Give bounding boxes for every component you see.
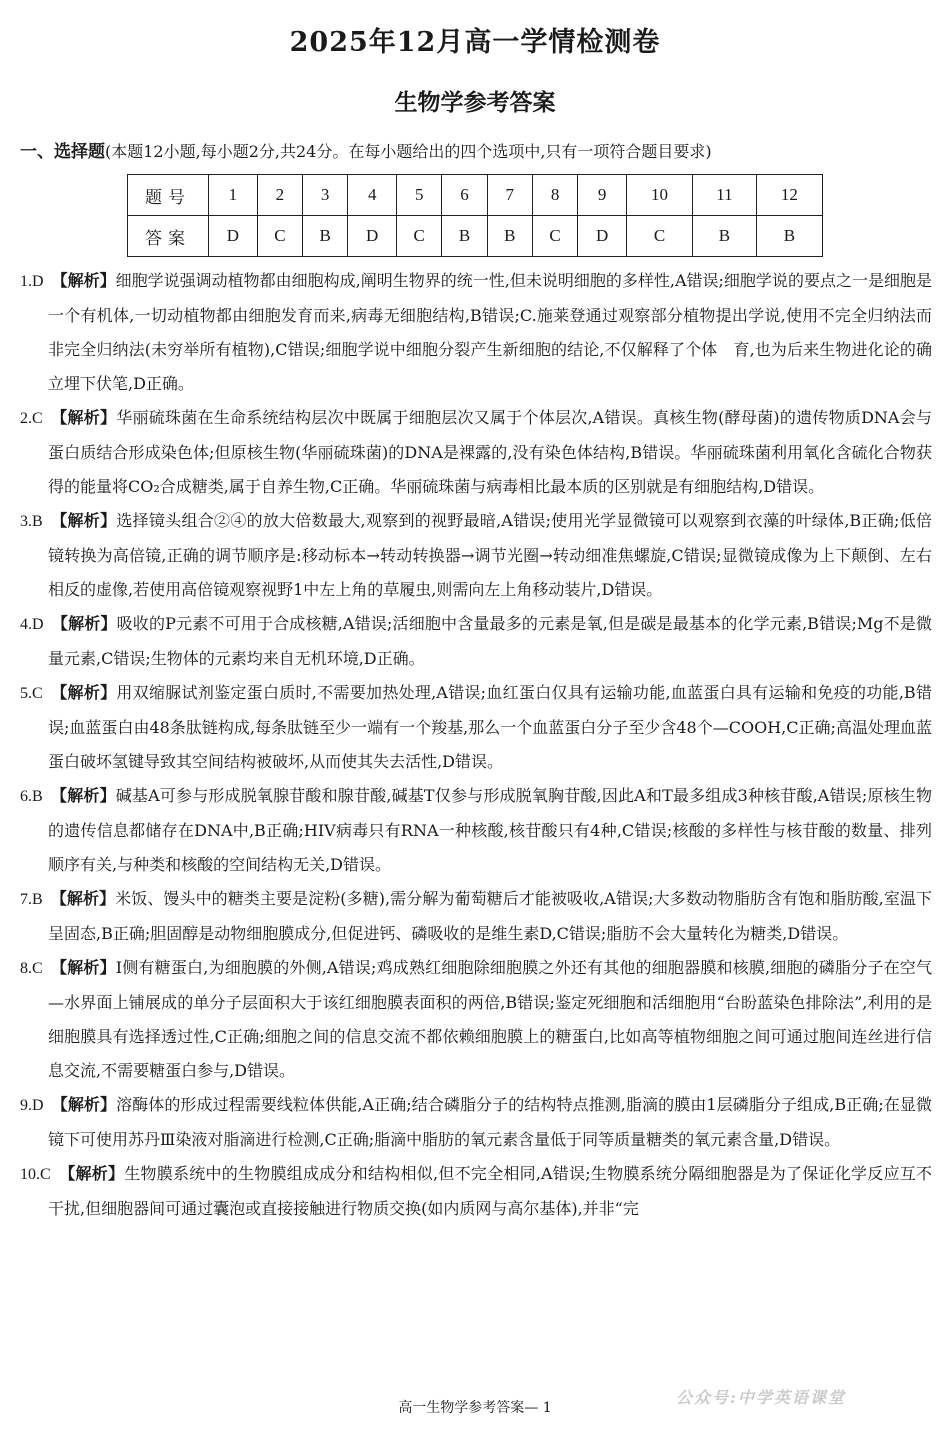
item-text: 溶酶体的形成过程需要线粒体供能,A正确;结合磷脂分子的结构特点推测,脂滴的膜由1层磷脂分子组成,B正确;在显微镜下可使用苏丹Ⅲ染液对脂滴进行检测,C正确;脂滴中脂肪的氧元素含量低于同等质量糖类的氧元素含量,D错误。 (48, 1095, 932, 1149)
item-text: 华丽硫珠菌在生命系统结构层次中既属于细胞层次又属于个体层次,A错误。真核生物(酵母菌)的遗传物质DNA会与蛋白质结合形成染色体;但原核生物(华丽硫珠菌)的DNA是裸露的,没有染色体结构,B错误。华丽硫珠菌利用氧化含硫化合物获得的能量将CO₂合成糖类,属于自养生物,C正确。华丽硫珠菌与病毒相比最本质的区别就是有细胞结构,D错误。 (48, 408, 932, 496)
item-number: 1.D (20, 273, 44, 290)
answer-cell: C (626, 216, 692, 257)
explanation-item (20, 1088, 932, 1157)
explanation-item (20, 882, 932, 951)
explanation-item (20, 676, 932, 779)
answer-cell: D (209, 216, 258, 257)
question-number: 6 (442, 175, 487, 216)
answer-cell: B (487, 216, 532, 257)
item-text: 碱基A可参与形成脱氧腺苷酸和腺苷酸,碱基T仅参与形成脱氧胸苷酸,因此A和T最多组成3种核苷酸,A错误;原核生物的遗传信息都储存在DNA中,B正确;HIV病毒只有RNA一种核酸,核苷酸只有4种,C错误;核酸的多样性与核苷酸的数量、排列顺序有关,与种类和核酸的空间结构无关,D错误。 (48, 786, 932, 874)
explanation-item (20, 401, 932, 504)
answer-cell: C (532, 216, 577, 257)
section-heading (20, 137, 935, 162)
answer-cell: B (693, 216, 757, 257)
page-footer: 高一生物学参考答案— 1 (398, 1400, 552, 1416)
question-number: 12 (756, 175, 822, 216)
item-number: 9.D (20, 1097, 44, 1114)
page-subtitle: 生物学参考答案 (394, 89, 556, 116)
item-number: 7.B (20, 891, 43, 908)
question-number: 9 (578, 175, 627, 216)
item-number: 8.C (20, 960, 43, 977)
item-text: 细胞学说强调动植物都由细胞构成,阐明生物界的统一性,但未说明细胞的多样性,A错误;细胞学说的要点之一是细胞是一个有机体,一切动植物都由细胞发育而来,病毒无细胞结构,B错误;C.施莱登通过观察部分植物提出学说,使用不完全归纳法而非完全归纳法(未穷举所有植物),C错误;细胞学说中细胞分裂产生新细胞的结论,不仅解释了个体 育,也为后来生物进化论的确立埋下伏笔,D正确。 (48, 271, 932, 393)
question-number: 1 (209, 175, 258, 216)
row-label-number: 题号 (128, 175, 209, 216)
page-title: 2025年12月高一学情检测卷 (289, 27, 661, 58)
answer-cell: B (442, 216, 487, 257)
item-number: 4.D (20, 616, 44, 633)
question-number: 10 (626, 175, 692, 216)
section-title: 一、选择题 (20, 142, 105, 162)
item-text: 米饭、馒头中的糖类主要是淀粉(多糖),需分解为葡萄糖后才能被吸收,A错误;大多数动物脂肪含有饱和脂肪酸,室温下呈固态,B正确;胆固醇是动物细胞膜成分,但促进钙、磷吸收的是维生素D,C错误;脂肪不会大量转化为糖类,D错误。 (48, 889, 932, 943)
answer-cell: B (303, 216, 348, 257)
analysis-tag: 【解析】 (59, 958, 116, 977)
answer-cell: D (578, 216, 627, 257)
item-number: 3.B (20, 513, 43, 530)
analysis-tag: 【解析】 (59, 511, 117, 530)
question-number: 5 (397, 175, 442, 216)
explanations (20, 264, 932, 1226)
row-label-answer: 答案 (128, 216, 209, 257)
analysis-tag: 【解析】 (59, 683, 117, 702)
explanation-item (20, 607, 932, 676)
explanation-item (20, 504, 932, 607)
analysis-tag: 【解析】 (59, 1095, 117, 1114)
analysis-tag: 【解析】 (67, 1164, 125, 1183)
question-number: 11 (693, 175, 757, 216)
explanation-item (20, 951, 932, 1088)
question-number: 7 (487, 175, 532, 216)
answer-cell: D (348, 216, 397, 257)
answer-table (127, 174, 823, 257)
item-text: 吸收的P元素不可用于合成核糖,A错误;活细胞中含量最多的元素是氧,但是碳是最基本的化学元素,B错误;Mg不是微量元素,C错误;生物体的元素均来自无机环境,D正确。 (48, 614, 932, 668)
analysis-tag: 【解析】 (59, 786, 116, 805)
item-number: 2.C (20, 410, 43, 427)
explanation-item (20, 779, 932, 882)
question-number: 3 (303, 175, 348, 216)
item-text: 生物膜系统中的生物膜组成成分和结构相似,但不完全相同,A错误;生物膜系统分隔细胞器是为了保证化学反应互不干扰,但细胞器间可通过囊泡或直接接触进行物质交换(如内质网与高尔基体),并非“完 (48, 1164, 932, 1218)
analysis-tag: 【解析】 (58, 889, 116, 908)
explanation-item (20, 264, 932, 401)
question-number: 2 (257, 175, 302, 216)
question-number: 4 (348, 175, 397, 216)
explanation-item (20, 1157, 932, 1226)
item-number: 5.C (20, 685, 43, 702)
answer-cell: C (257, 216, 302, 257)
item-text: Ⅰ侧有糖蛋白,为细胞膜的外侧,A错误;鸡成熟红细胞除细胞膜之外还有其他的细胞器膜和核膜,细胞的磷脂分子在空气—水界面上铺展成的单分子层面积大于该红细胞膜表面积的两倍,B错误;鉴定死细胞和活细胞用“台盼蓝染色排除法”,利用的是细胞膜具有选择透过性,C正确;细胞之间的信息交流不都依赖细胞膜上的糖蛋白,比如高等植物细胞之间可通过胞间连丝进行信息交流,不需要糖蛋白参与,D错误。 (48, 958, 932, 1080)
answer-cell: B (756, 216, 822, 257)
item-number: 6.B (20, 788, 43, 805)
analysis-tag: 【解析】 (59, 408, 117, 427)
question-number-row (128, 175, 823, 216)
item-text: 用双缩脲试剂鉴定蛋白质时,不需要加热处理,A错误;血红蛋白仅具有运输功能,血蓝蛋白具有运输和免疫的功能,B错误;血蓝蛋白由48条肽链构成,每条肽链至少一端有一个羧基,那么一个血蓝蛋白分子至少含48个—COOH,C正确;高温处理血蓝蛋白破坏氢键导致其空间结构被破坏,从而使其失去活性,D错误。 (48, 683, 932, 771)
analysis-tag: 【解析】 (59, 614, 117, 633)
analysis-tag: 【解析】 (59, 271, 116, 290)
item-text: 选择镜头组合②④的放大倍数最大,观察到的视野最暗,A错误;使用光学显微镜可以观察到衣藻的叶绿体,B正确;低倍镜转换为高倍镜,正确的调节顺序是:移动标本→转动转换器→调节光圈→转动细准焦螺旋,C错误;显微镜成像为上下颠倒、左右相反的虚像,若使用高倍镜观察视野1中左上角的草履虫,则需向左上角移动装片,D错误。 (48, 511, 932, 599)
question-number: 8 (532, 175, 577, 216)
answer-cell: C (397, 216, 442, 257)
item-number: 10.C (20, 1166, 51, 1183)
answer-row (128, 216, 823, 257)
watermark: 公众号:中学英语课堂 (676, 1388, 846, 1407)
section-note: (本题12小题,每小题2分,共24分。在每小题给出的四个选项中,只有一项符合题目要求) (105, 142, 712, 161)
